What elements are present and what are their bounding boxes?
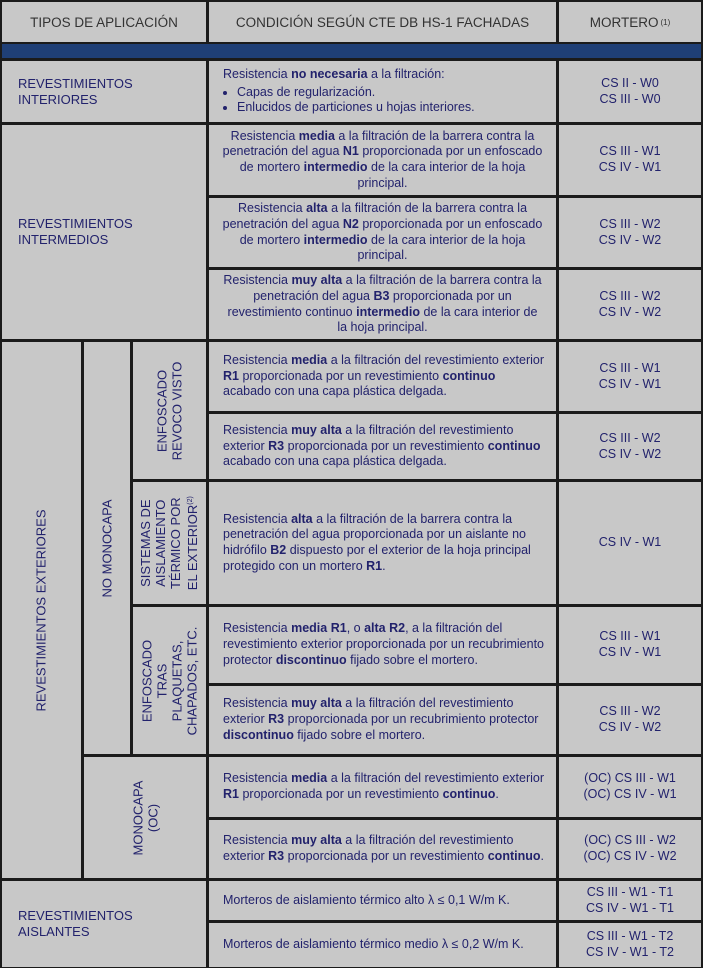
desc-exteriores-2 [209, 414, 556, 479]
desc-exteriores-7 [209, 820, 556, 878]
desc-exteriores-3 [209, 482, 556, 604]
sub-sate [133, 482, 206, 604]
sate-label: SISTEMAS DE AISLAMIENTO TÉRMICO POR EL EXTERIOR$^{(2)}$ [138, 495, 201, 591]
header-tipos [2, 2, 206, 42]
desc-text: Resistencia media a la filtración de la barrera contra la penetración del agua N1 proporcionada por un enfoscado de mortero intermedio de la cara interior de la hoja principal. [222, 128, 543, 190]
desc-exteriores-5 [209, 686, 556, 754]
mortero-value: CS III - W1 - T2 CS IV - W1 - T2 [586, 929, 674, 959]
enfoscado-tras-label: ENFOSCADO TRAS PLAQUETAS, CHAPADOS, ETC. [139, 626, 200, 735]
desc-text: Resistencia media R1, o alta R2, a la filtración del revestimiento exterior proporcionada por un recubrimiento protector discontinuo fijado sobre el mortero. [223, 621, 544, 667]
sate-note: (2) [187, 495, 195, 505]
mortero-intermedios-1 [559, 125, 701, 195]
type-exteriores [2, 342, 81, 878]
type-exteriores-label: REVESTIMIENTOS EXTERIORES [34, 508, 49, 712]
no-monocapa-label: NO MONOCAPA [99, 499, 115, 597]
mortero-value: CS III - W2 CS IV - W2 [598, 704, 662, 734]
desc-intermedios-1 [209, 125, 556, 195]
mortero-value: CS IV - W1 [598, 535, 662, 550]
mortero-value: CS III - W1 CS IV - W1 [598, 144, 662, 174]
desc-text: Resistencia muy alta a la filtración del revestimiento exterior R3 proporcionada por un revestimiento continuo acabado con una capa plástica delgada. [223, 422, 541, 469]
header-mortero-label: MORTERO [589, 14, 659, 30]
desc-aislantes-1 [209, 881, 556, 920]
desc-text: Resistencia muy alta a la filtración del revestimiento exterior R3 proporcionada por un revestimiento continuo. [223, 833, 544, 863]
header-condicion [209, 2, 556, 42]
desc-intermedios-2 [209, 198, 556, 267]
mortero-value: CS III - W2 CS IV - W2 [598, 216, 662, 247]
group-monocapa [84, 757, 206, 878]
mortero-value: (OC) CS III - W2 (OC) CS IV - W2 [583, 833, 677, 863]
header-condicion-label: CONDICIÓN SEGÚN CTE DB HS-1 FACHADAS [235, 14, 530, 30]
mortero-value: CS III - W1 CS IV - W1 [598, 360, 662, 391]
mortero-value: CS III - W1 - T1 CS IV - W1 - T1 [586, 884, 674, 915]
desc-text: Resistencia alta a la filtración de la barrera contra la penetración del agua proporcionada por un aislante no hidrófilo B2 dispuesto por el exterior de la hoja principal protegido con un mortero R1. [223, 511, 531, 573]
desc-text: Resistencia media a la filtración del revestimiento exterior R1 proporcionada por un revestimiento continuo acabado con una capa plástica delgada. [223, 352, 544, 399]
mortero-intermedios-2 [559, 198, 701, 267]
mortero-value: CS III - W1 CS IV - W1 [598, 629, 662, 659]
type-intermedios [2, 125, 206, 339]
desc-exteriores-1 [209, 342, 556, 411]
desc-exteriores-4 [209, 607, 556, 683]
mortero-exteriores-1 [559, 342, 701, 411]
sub-enfoscado-tras [133, 607, 206, 754]
sub-enfoscado-visto [133, 342, 206, 479]
mortero-value: CS III - W2 CS IV - W2 [598, 288, 662, 319]
desc-text: Resistencia muy alta a la filtración del revestimiento exterior R3 proporcionada por un recubrimiento protector discontinuo fijado sobre el mortero. [223, 696, 539, 742]
desc-intermedios-3 [209, 270, 556, 339]
desc-text: Morteros de aislamiento térmico alto λ ≤ 0,1 W/m K. [223, 892, 510, 907]
mortero-exteriores-5 [559, 686, 701, 754]
mortero-exteriores-2 [559, 414, 701, 479]
monocapa-label: MONOCAPA (OC) [129, 780, 160, 855]
mortero-intermedios-3 [559, 270, 701, 339]
header-mortero-note: (1) [660, 17, 671, 27]
header-tipos-label: TIPOS DE APLICACIÓN [30, 14, 178, 30]
desc-text: Morteros de aislamiento térmico medio λ ≤ 0,2 W/m K. [223, 937, 524, 952]
desc-text: Resistencia muy alta a la filtración de la barrera contra la penetración del agua B3 proporcionada por un revestimiento continuo intermedio de la cara interior de la hoja principal. [223, 273, 542, 335]
list-item: • Capas de regularización. [237, 85, 475, 101]
mortero-aislantes-1 [559, 881, 701, 920]
desc-aislantes-2 [209, 923, 556, 967]
desc-text: Resistencia alta a la filtración de la barrera contra la penetración del agua N2 proporcionada por un enfoscado de mortero intermedio de la cara interior de la hoja principal. [222, 201, 543, 263]
enfoscado-visto-label: ENFOSCADO REVOCO VISTO [154, 361, 185, 460]
mortero-interiores [559, 61, 701, 122]
mortero-exteriores-6 [559, 757, 701, 817]
desc-interiores-text [223, 67, 475, 116]
type-interiores-label: REVESTIMIENTOS INTERIORES [18, 75, 133, 107]
desc-interiores-list [223, 85, 475, 116]
mortero-value: CS III - W2 CS IV - W2 [598, 430, 662, 461]
desc-interiores-intro-end: a la filtración: [367, 66, 445, 81]
desc-interiores [209, 61, 556, 122]
type-intermedios-label: REVESTIMIENTOS INTERMEDIOS [18, 216, 133, 247]
desc-exteriores-6 [209, 757, 556, 817]
mortero-aislantes-2 [559, 923, 701, 967]
mortero-exteriores-3 [559, 482, 701, 604]
list-item: • Enlucidos de particiones u hojas interiores. [237, 100, 475, 116]
type-aislantes-label: REVESTIMIENTOS AISLANTES [18, 908, 133, 939]
mortero-exteriores-7 [559, 820, 701, 878]
desc-interiores-intro: Resistencia [223, 66, 292, 81]
type-interiores [2, 61, 206, 122]
header-divider-band [2, 44, 701, 58]
type-aislantes [2, 881, 206, 967]
header-mortero [559, 2, 701, 42]
mortero-exteriores-4 [559, 607, 701, 683]
group-no-monocapa [84, 342, 130, 754]
desc-interiores-bold: no necesaria [291, 66, 368, 81]
mortero-value: CS II - W0 CS III - W0 [599, 75, 661, 106]
mortero-value: (OC) CS III - W1 (OC) CS IV - W1 [583, 771, 677, 801]
desc-text: Resistencia media a la filtración del revestimiento exterior R1 proporcionada por un revestimiento continuo. [223, 771, 544, 801]
